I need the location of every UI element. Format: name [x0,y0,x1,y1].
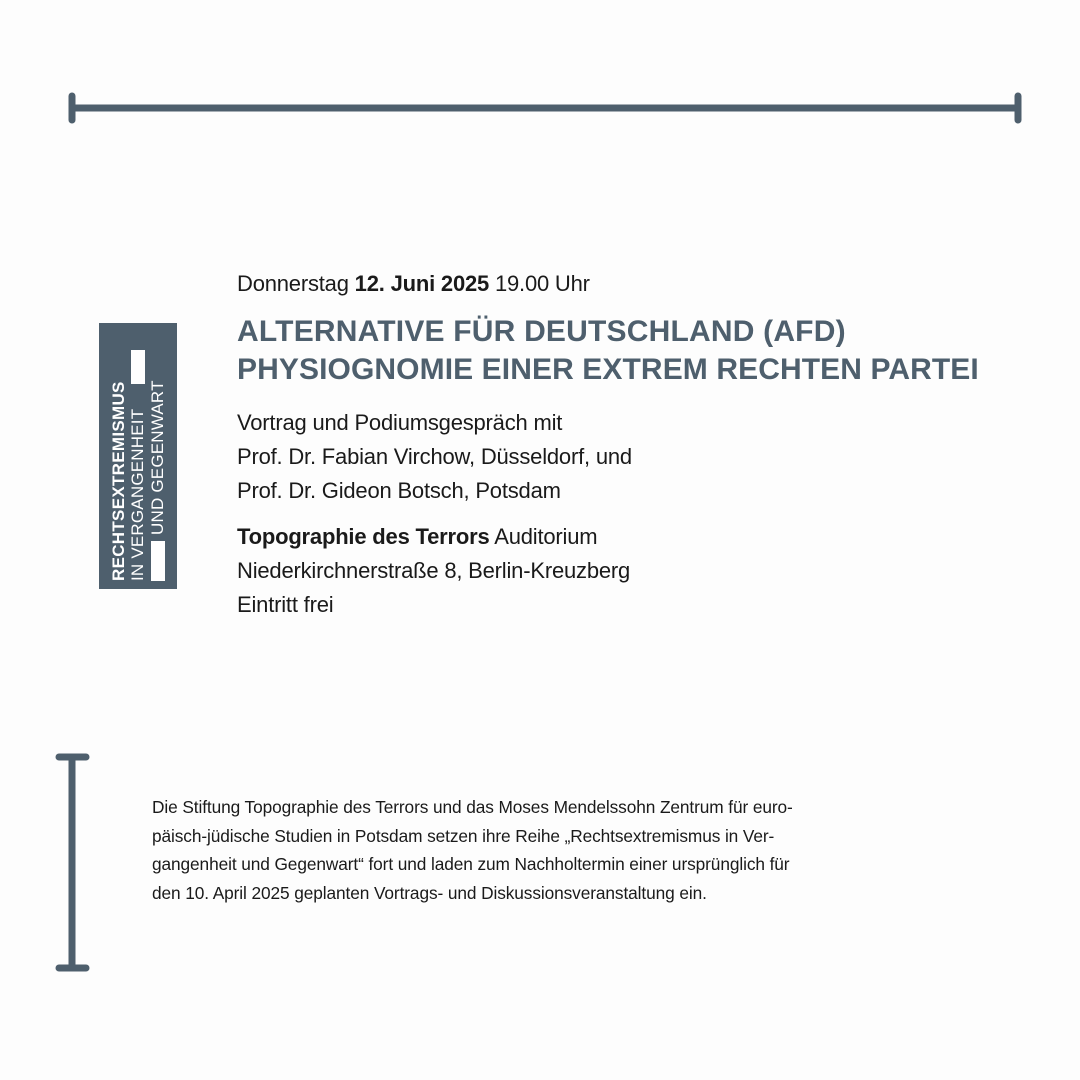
event-title: ALTERNATIVE FÜR DEUTSCHLAND (AFD) [237,315,846,348]
description-line: gangenheit und Gegenwart“ fort und laden zum Nachholtermin einer ursprünglich für [152,854,790,874]
event-subtitle: PHYSIOGNOMIE EINER EXTREM RECHTEN PARTEI [237,353,979,386]
logo-line-3: UND GEGENWART [148,380,167,535]
venue-name: Topographie des Terrors [237,524,490,549]
description-paragraph [152,793,952,907]
description-line: den 10. April 2025 geplanten Vortrags- und Diskussionsveranstaltung ein. [152,882,707,903]
speaker-1: Prof. Dr. Fabian Virchow, Düsseldorf, und [237,444,632,469]
logo-line-1: RECHTSEXTREMISMUS [109,381,128,581]
logo-bar [131,350,145,384]
vertical-bracket-icon [55,752,91,974]
description-line: Die Stiftung Topographie des Terrors und das Moses Mendelssohn Zentrum für euro- [152,797,793,817]
logo-line-2: IN VERGANGENHEIT [128,408,147,581]
speakers-intro: Vortrag und Podiumsgespräch mit [237,410,563,435]
event-weekday: Donnerstag [237,271,349,296]
event-time: 19.00 Uhr [494,271,590,296]
venue-block [237,520,1037,622]
speaker-2: Prof. Dr. Gideon Botsch, Potsdam [237,478,561,503]
venue-line [237,520,1037,554]
admission-info: Eintritt frei [237,592,334,617]
venue-address: Niederkirchnerstraße 8, Berlin-Kreuzberg [237,558,631,583]
event-date: 12. Juni 2025 [354,271,490,296]
event-details [237,268,1037,622]
series-logo [99,323,177,589]
description-line: päisch-jüdische Studien in Potsdam setzen ihre Reihe „Rechtsextremismus in Ver- [152,825,775,846]
horizontal-bracket-icon [68,92,1023,124]
event-date-line [237,268,1037,300]
speakers-block [237,406,1037,508]
venue-room: Auditorium [494,524,598,549]
logo-bar [151,541,165,581]
